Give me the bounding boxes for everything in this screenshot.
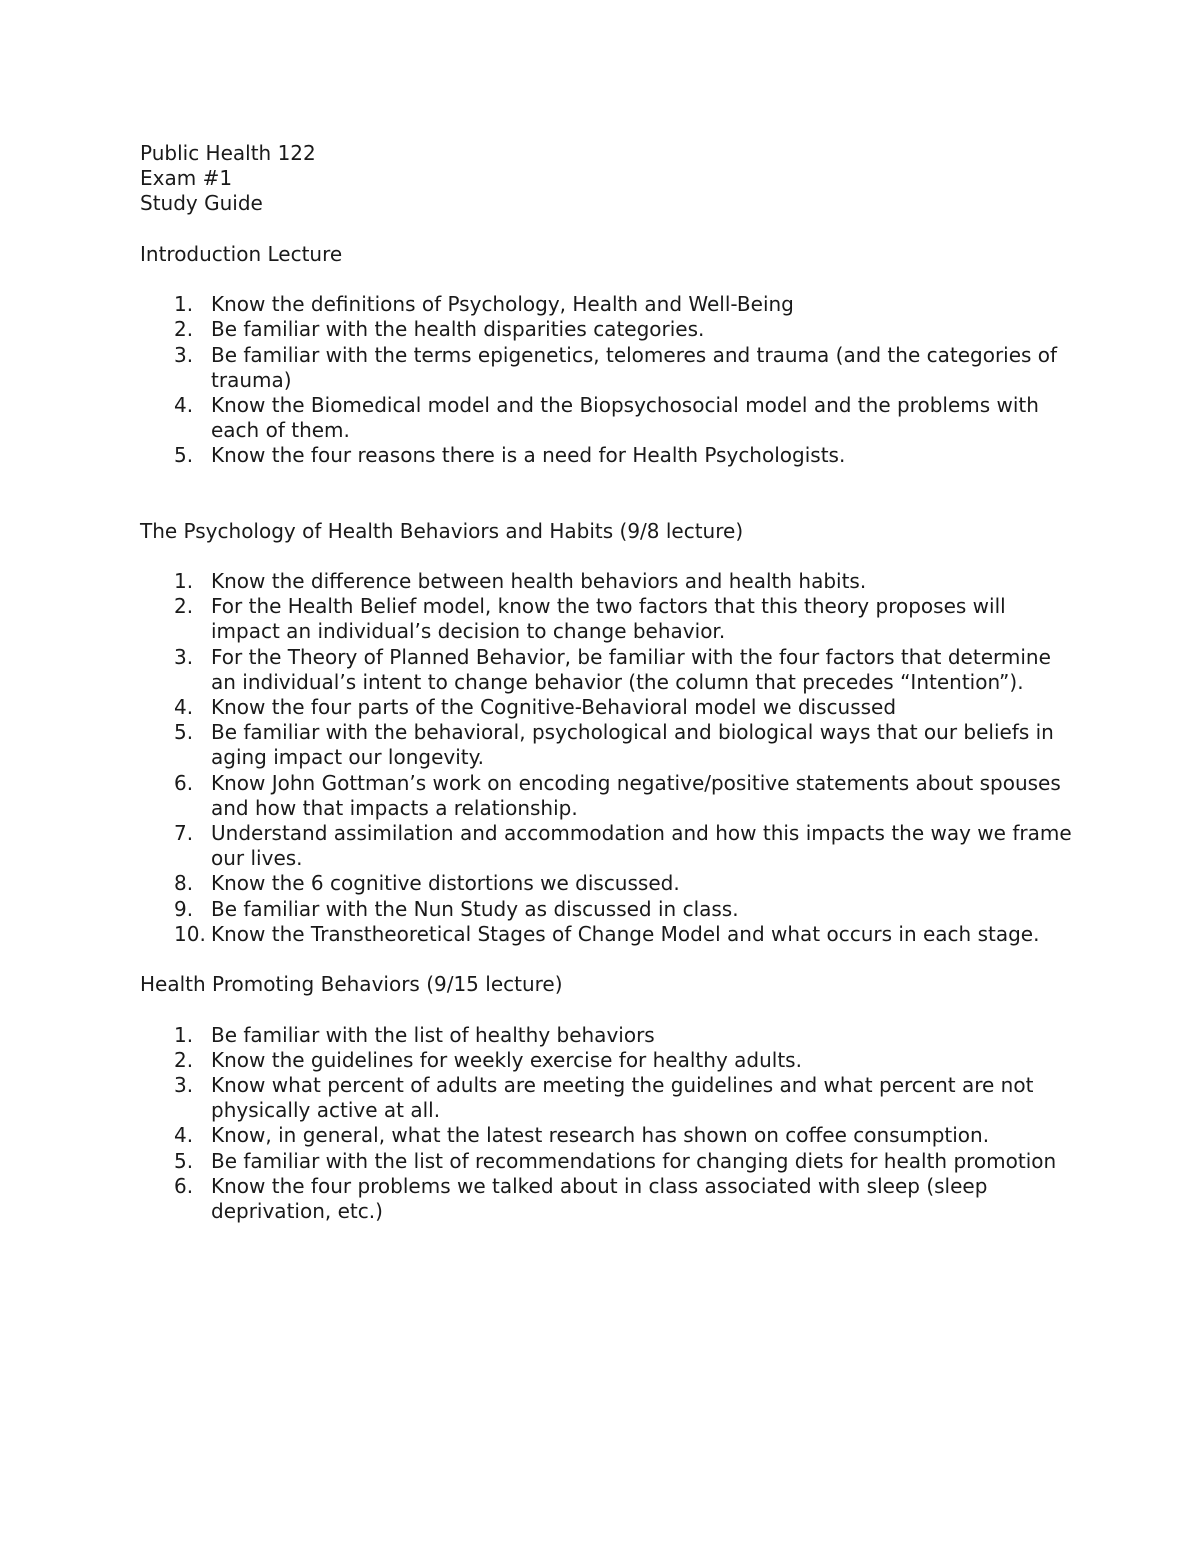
list-item-number: 7. — [174, 821, 194, 846]
list-item — [140, 1174, 1080, 1224]
list-item — [140, 922, 1080, 947]
list-item-text: Know the difference between health behaviors and health habits. — [211, 569, 867, 593]
list-item-number: 9. — [174, 896, 194, 921]
list-item — [140, 594, 1080, 644]
list-item — [140, 443, 1080, 468]
list-item-text: Know the definitions of Psychology, Health and Well-Being — [211, 292, 794, 317]
list-item — [140, 897, 1080, 922]
list-item — [140, 393, 1080, 443]
list-item-number: 2. — [174, 594, 194, 619]
list-item — [140, 1023, 1080, 1048]
list-item-text: For the Theory of Planned Behavior, be familiar with the four factors that determine an individual’s intent to change behavior (the column that precedes “Intention”). — [211, 644, 1051, 694]
list-item-number: 6. — [174, 1173, 194, 1198]
list-item-number: 1. — [174, 569, 194, 593]
list-item-number: 4. — [174, 393, 194, 417]
list-item-text: Know, in general, what the latest research has shown on coffee consumption. — [211, 1123, 990, 1148]
list-item — [140, 645, 1080, 695]
list-item — [140, 720, 1080, 770]
list-item-text: For the Health Belief model, know the two factors that this theory proposes will impact an individual’s decision to change behavior. — [211, 594, 1006, 644]
list-item — [140, 1073, 1080, 1123]
list-item-text: Be familiar with the terms epigenetics, telomeres and trauma (and the categories of trauma) — [211, 342, 1058, 392]
list-item — [140, 695, 1080, 720]
list-item-number: 6. — [174, 770, 194, 795]
list-item — [140, 1048, 1080, 1073]
list-item-text: Be familiar with the health disparities categories. — [211, 317, 705, 342]
list-item — [140, 771, 1080, 821]
list-item — [140, 821, 1080, 871]
list-item-text: Understand assimilation and accommodation and how this impacts the way we frame our lives. — [211, 821, 1072, 871]
list-item-number: 1. — [174, 1022, 194, 1047]
section-heading-health-behaviors: The Psychology of Health Behaviors and Habits (9/8 lecture) — [140, 518, 744, 543]
list-item-text: Know the 6 cognitive distortions we discussed. — [211, 871, 680, 896]
list-item-text: Know the Transtheoretical Stages of Change Model and what occurs in each stage. — [211, 921, 1040, 946]
list-item-text: Know the Biomedical model and the Biopsychosocial model and the problems with each of them. — [211, 393, 1039, 443]
list-item — [140, 871, 1080, 896]
list-item-number: 2. — [174, 317, 194, 342]
list-item-number: 1. — [174, 292, 194, 317]
section-list-introduction — [140, 292, 1080, 468]
list-item — [140, 1149, 1080, 1174]
list-item — [140, 343, 1080, 393]
list-item-text: Know the four parts of the Cognitive-Behavioral model we discussed — [211, 695, 897, 720]
list-item-text: Be familiar with the list of healthy behaviors — [211, 1022, 655, 1047]
list-item-number: 3. — [174, 1073, 194, 1098]
list-item-number: 10. — [174, 921, 206, 946]
list-item — [140, 569, 1080, 594]
list-item-text: Know what percent of adults are meeting the guidelines and what percent are not physically active at all. — [211, 1073, 1034, 1123]
section-heading-health-promoting: Health Promoting Behaviors (9/15 lecture) — [140, 972, 563, 997]
course-title: Public Health 122 — [140, 141, 316, 165]
list-item-number: 2. — [174, 1047, 194, 1072]
section-list-health-promoting — [140, 1023, 1080, 1225]
list-item-text: Know John Gottman’s work on encoding negative/positive statements about spouses and how that impacts a relationship. — [211, 770, 1061, 820]
list-item — [140, 317, 1080, 342]
list-item-text: Be familiar with the list of recommendations for changing diets for health promotion — [211, 1148, 1057, 1173]
list-item-text: Know the guidelines for weekly exercise for healthy adults. — [211, 1047, 802, 1072]
list-item-text: Be familiar with the behavioral, psychological and biological ways that our beliefs in aging impact our longevity. — [211, 720, 1054, 770]
list-item-text: Know the four problems we talked about in class associated with sleep (sleep deprivation, etc.) — [211, 1173, 988, 1224]
list-item-number: 5. — [174, 720, 194, 745]
document-title: Study Guide — [140, 191, 263, 216]
list-item — [140, 292, 1080, 317]
list-item-number: 4. — [174, 695, 194, 720]
list-item — [140, 1123, 1080, 1148]
list-item-number: 4. — [174, 1123, 194, 1148]
list-item-text: Know the four reasons there is a need for Health Psychologists. — [211, 443, 846, 468]
list-item-number: 5. — [174, 1148, 194, 1173]
section-list-health-behaviors — [140, 569, 1080, 947]
list-item-number: 3. — [174, 342, 194, 367]
list-item-number: 5. — [174, 443, 194, 468]
list-item-text: Be familiar with the Nun Study as discussed in class. — [211, 896, 739, 921]
list-item-number: 8. — [174, 871, 194, 896]
exam-title: Exam #1 — [140, 166, 233, 191]
section-heading-introduction: Introduction Lecture — [140, 241, 343, 266]
document-page — [140, 141, 1080, 1224]
list-item-number: 3. — [174, 644, 194, 669]
